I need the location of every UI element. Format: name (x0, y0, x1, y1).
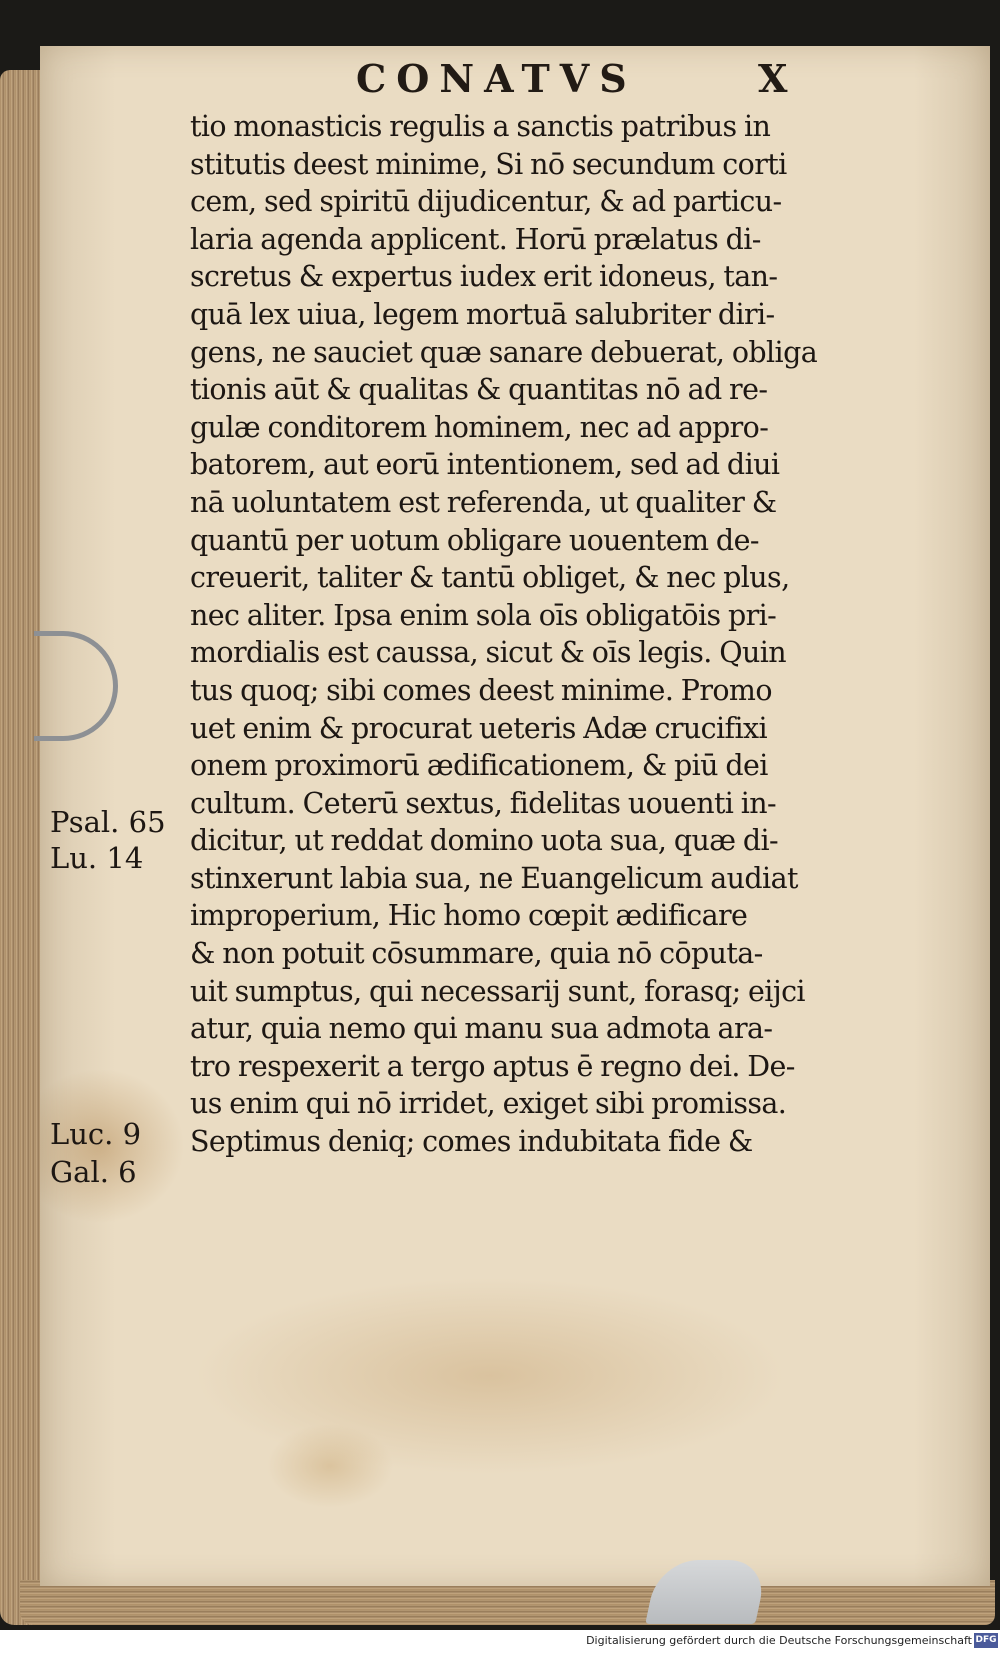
text-line: onem proximorū ædificationem, & piū dei (190, 749, 768, 783)
text-line: dicitur, ut reddat domino uota sua, quæ di- (190, 824, 779, 858)
funding-credit: Digitalisierung gefördert durch die Deutsche Forschungsgemeinschaft (586, 1634, 972, 1647)
page-edges-bottom (20, 1580, 995, 1625)
text-line: us enim qui nō irridet, exiget sibi promissa. (190, 1087, 787, 1121)
text-line: tionis aūt & qualitas & quantitas nō ad re- (190, 373, 768, 407)
text-line: uit sumptus, qui necessarij sunt, forasq; eijci (190, 974, 805, 1008)
text-line: gulæ conditorem hominem, nec ad appro- (190, 410, 769, 444)
text-line: uet enim & procurat ueteris Adæ crucifixi (190, 711, 767, 745)
page-clip (34, 631, 118, 741)
text-line: gens, ne sauciet quæ sanare debuerat, obliga (190, 335, 818, 369)
text-line: creuerit, taliter & tantū obliget, & nec plus, (190, 561, 790, 595)
text-line: scretus & expertus iudex erit idoneus, tan- (190, 260, 778, 294)
text-line: cultum. Ceterū sextus, fidelitas uouenti in- (190, 786, 777, 820)
dfg-logo: DFG (974, 1633, 998, 1648)
body-text (190, 108, 880, 1161)
text-line: improperium, Hic homo cœpit ædificare (190, 899, 748, 933)
text-line: cem, sed spiritū dijudicentur, & ad particu- (190, 185, 782, 219)
text-line: quā lex uiua, legem mortuā salubriter diri- (190, 297, 775, 331)
text-line: Septimus deniq; comes indubitata fide & (190, 1125, 753, 1159)
text-line: laria agenda applicent. Horū prælatus di- (190, 222, 761, 256)
text-line: stitutis deest minime, Si nō secundum corti (190, 147, 787, 181)
margin-note-psalm: Psal. 65 (50, 805, 166, 839)
text-line: nā uoluntatem est referenda, ut qualiter & (190, 485, 777, 519)
margin-note-luke: Lu. 14 (50, 841, 144, 875)
folio-numeral: X (758, 56, 798, 101)
text-line: quantū per uotum obligare uouentem de- (190, 523, 759, 557)
text-line: tus quoq; sibi comes deest minime. Promo (190, 673, 772, 707)
text-line: tro respexerit a tergo aptus ē regno dei. De- (190, 1049, 795, 1083)
text-line: nec aliter. Ipsa enim sola oīs obligatōis pri- (190, 598, 777, 632)
margin-note-galatians: Gal. 6 (50, 1155, 137, 1189)
text-line: mordialis est caussa, sicut & oīs legis. Quin (190, 636, 786, 670)
footer-bar (0, 1630, 1000, 1653)
text-line: & non potuit cōsummare, quia nō cōputa- (190, 937, 763, 971)
text-line: atur, quia nemo qui manu sua admota ara- (190, 1012, 773, 1046)
margin-note-luke-9: Luc. 9 (50, 1117, 142, 1151)
text-line: stinxerunt labia sua, ne Euangelicum audiat (190, 861, 798, 895)
text-line: batorem, aut eorū intentionem, sed ad diui (190, 448, 780, 482)
text-line: tio monasticis regulis a sanctis patribus in (190, 110, 771, 143)
running-title: CONATVS (356, 56, 637, 101)
